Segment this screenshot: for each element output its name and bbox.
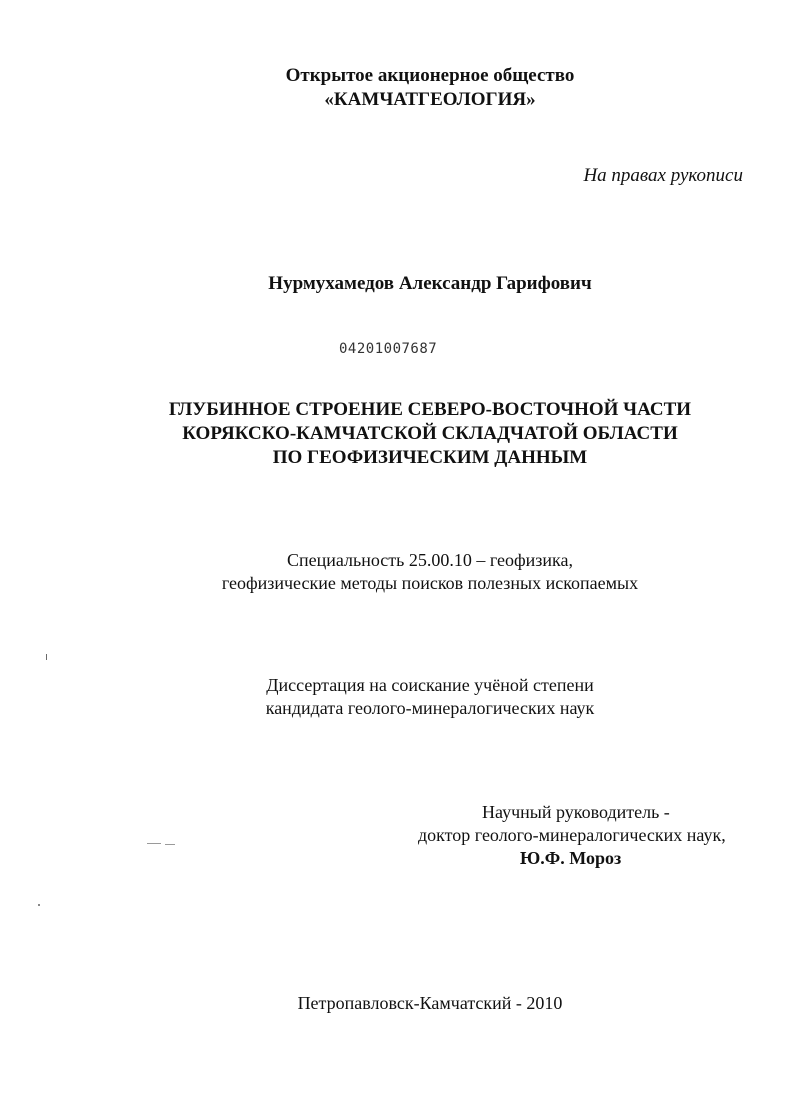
title-line-3: ПО ГЕОФИЗИЧЕСКИМ ДАННЫМ	[272, 447, 588, 468]
scan-artifact	[147, 843, 161, 844]
advisor-credentials: доктор геолого-минералогических наук,	[418, 825, 726, 845]
degree-block	[0, 674, 799, 720]
organization-block	[0, 64, 799, 112]
scan-artifact	[165, 844, 175, 845]
organization-type: Открытое акционерное общество	[285, 65, 575, 86]
degree-line-1: Диссертация на соискание учёной степени	[266, 675, 594, 695]
organization-name: «КАМЧАТГЕОЛОГИЯ»	[324, 89, 536, 110]
city-year: Петропавловск-Камчатский - 2010	[297, 993, 563, 1013]
title-line-2: КОРЯКСКО-КАМЧАТСКОЙ СКЛАДЧАТОЙ ОБЛАСТИ	[182, 423, 678, 444]
scan-artifact	[38, 904, 40, 906]
rights-note: На правах рукописи	[583, 165, 743, 186]
specialty-description: геофизические методы поисков полезных ископаемых	[221, 573, 639, 593]
advisor-role: Научный руководитель -	[482, 802, 670, 822]
registration-number: 04201007687	[339, 341, 438, 357]
advisor-name: Ю.Ф. Мороз	[520, 848, 622, 868]
scan-artifact	[46, 654, 47, 660]
degree-line-2: кандидата геолого-минералогических наук	[265, 698, 595, 718]
author-name: Нурмухамедов Александр Гарифович	[268, 273, 592, 294]
dissertation-title	[0, 398, 799, 470]
title-line-1: ГЛУБИННОЕ СТРОЕНИЕ СЕВЕРО-ВОСТОЧНОЙ ЧАСТИ	[168, 399, 692, 420]
advisor-block	[418, 801, 748, 870]
specialty-block	[0, 549, 799, 595]
specialty-code: Специальность 25.00.10 – геофизика,	[286, 550, 573, 570]
